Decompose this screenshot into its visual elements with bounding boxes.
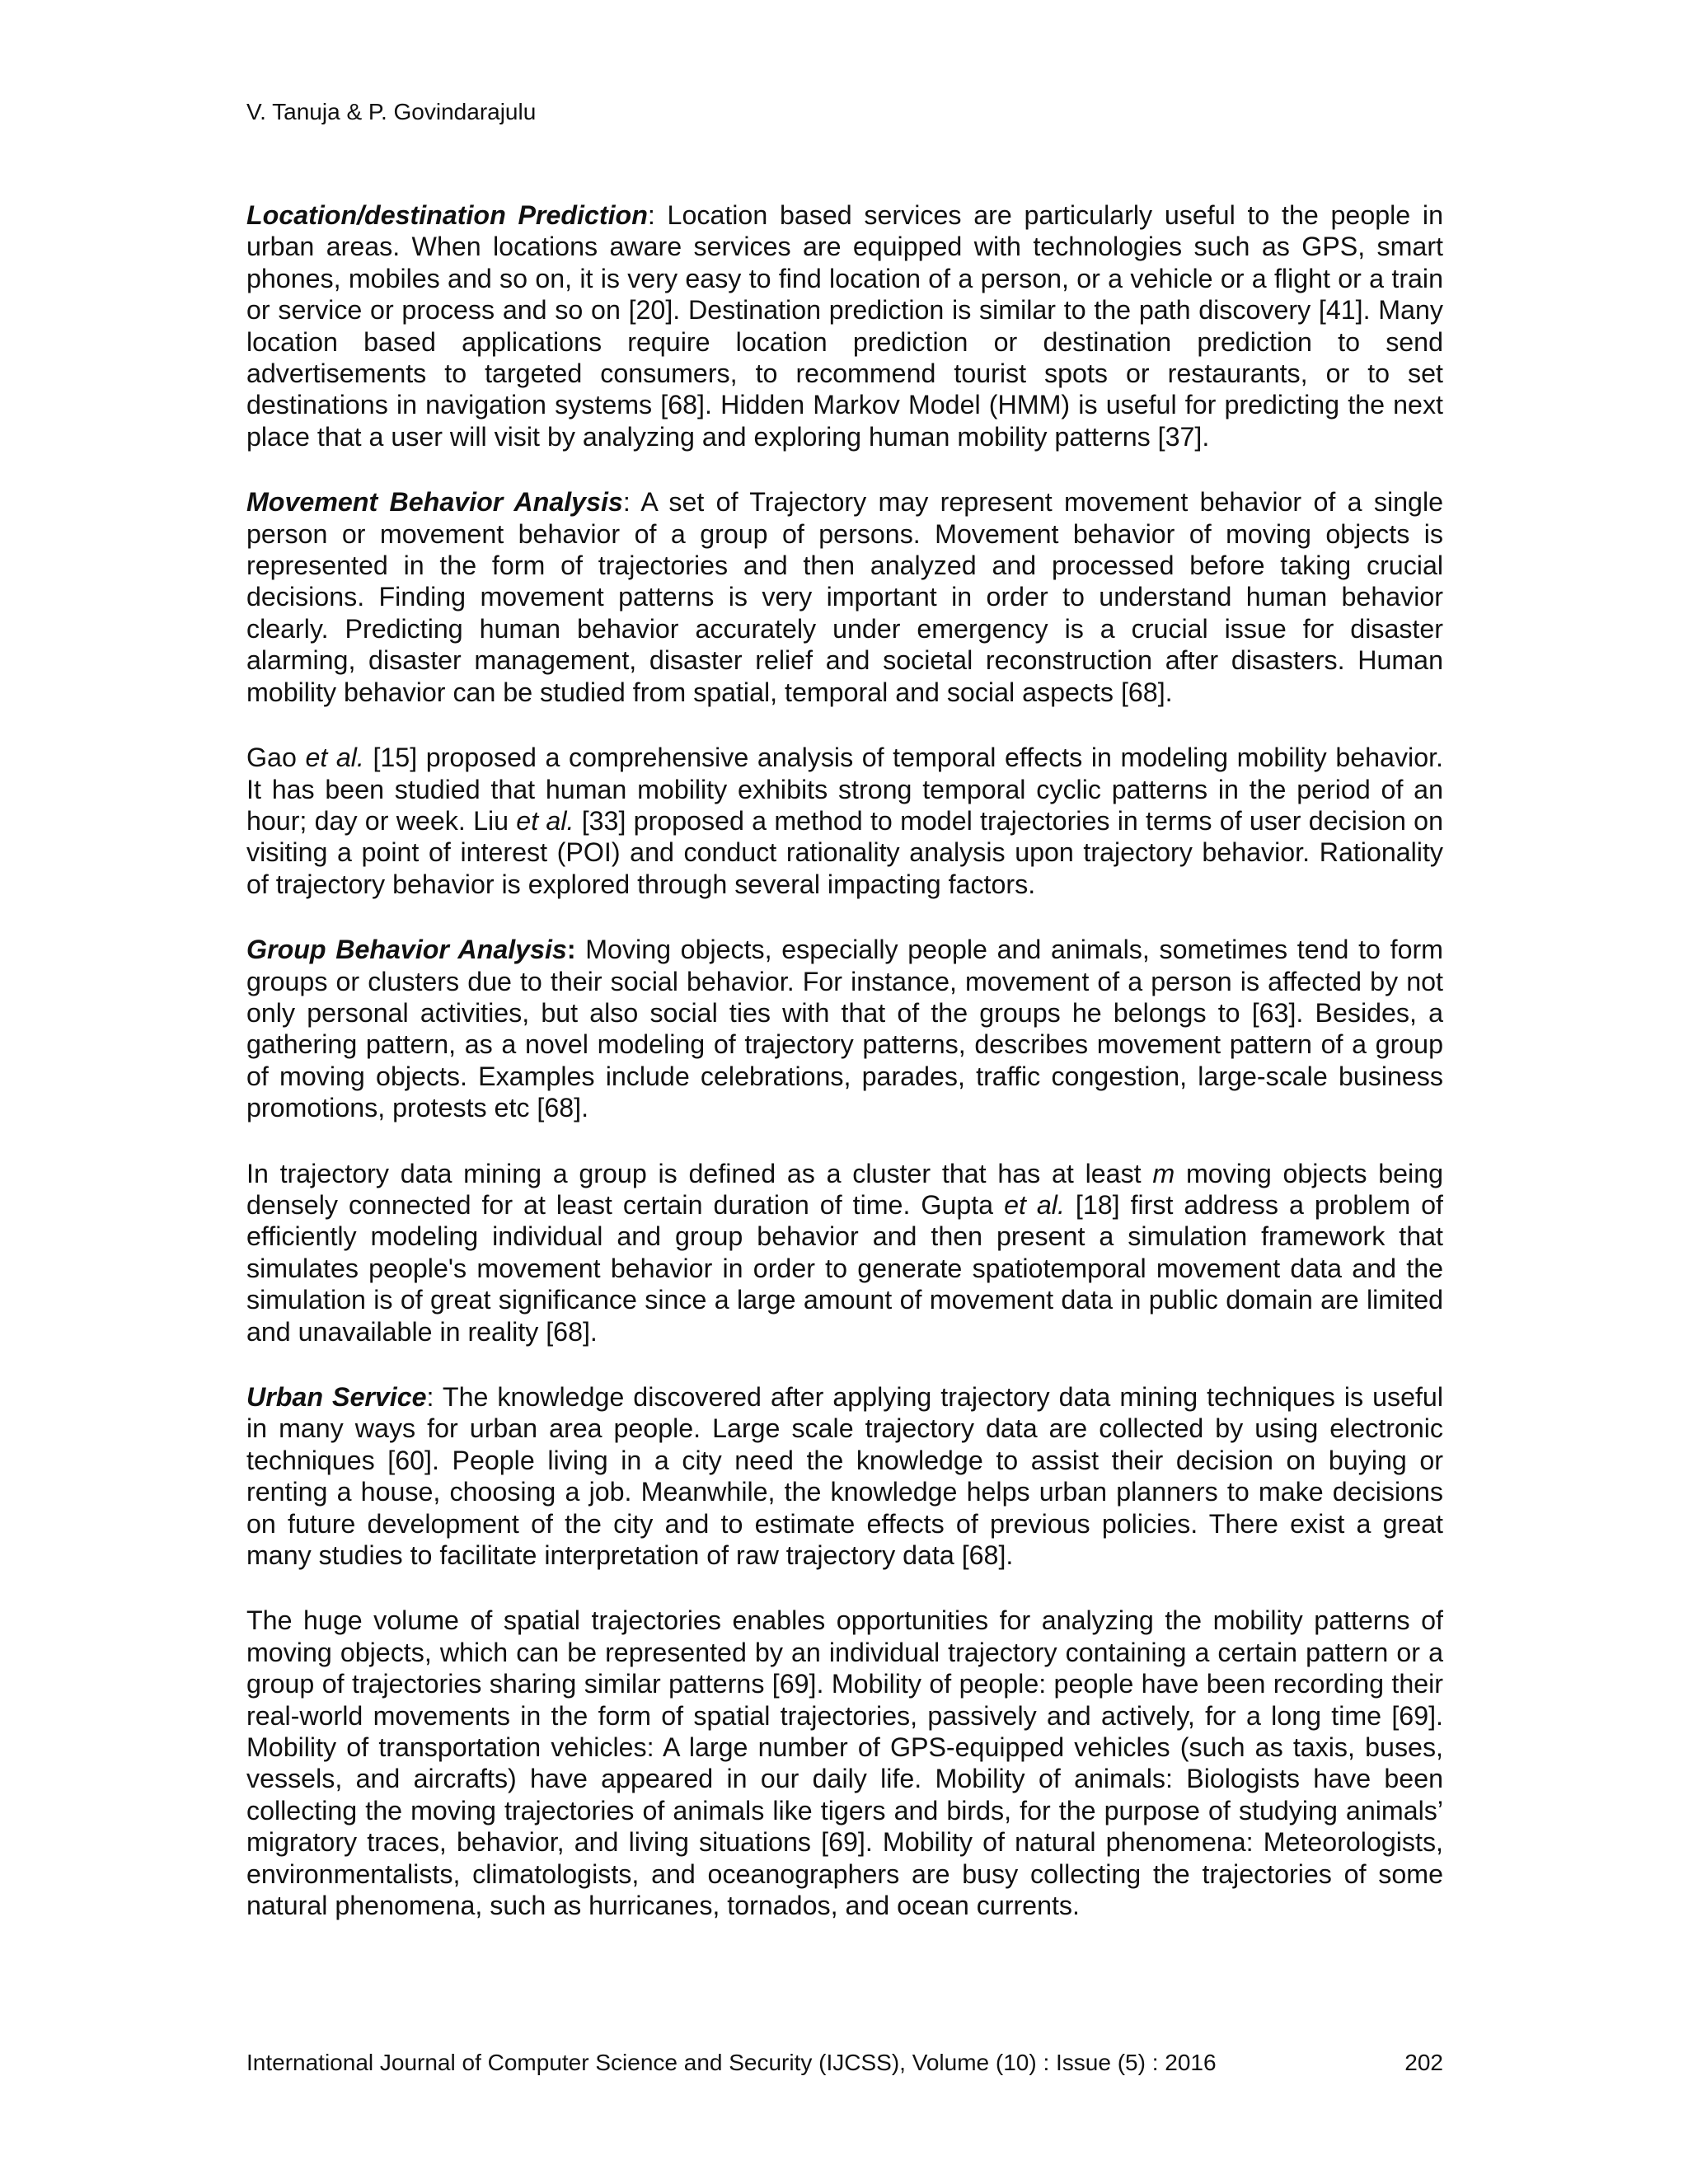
paragraph-heading: Group Behavior Analysis	[246, 935, 567, 965]
paragraph-spatial-trajectories	[246, 1605, 1443, 1921]
citation-et-al: et al.	[516, 805, 574, 836]
paragraph-gao-et-al	[246, 742, 1443, 900]
paragraph-text: In trajectory data mining a group is defined as a cluster that has at least	[246, 1158, 1153, 1188]
paragraph-text: Moving objects, especially people and animals, sometimes tend to form groups or clusters due to their social behavior. For instance, movement of a person is affected by not only personal activities, but also social ties with that of the groups he belongs to [63]. Besides, a gathering pattern, as a novel modeling of trajectory patterns, describes movement pattern of a group of moving objects. Examples include celebrations, parades, traffic congestion, large-scale business promotions, protests etc [68].	[246, 935, 1443, 1123]
paragraph-heading: Urban Service	[246, 1382, 427, 1412]
paragraph-text: [15] proposed a comprehensive analysis of temporal effects in modeling mobility behavior. It has been studied that human mobility exhibits strong temporal cyclic patterns in the period of an hour; day or week. Liu	[246, 743, 1443, 836]
paragraph-heading: Movement Behavior Analysis	[246, 487, 623, 518]
variable-m: m	[1152, 1158, 1175, 1188]
citation-et-al: et al.	[1004, 1189, 1065, 1220]
paragraph-text: : The knowledge discovered after applying trajectory data mining techniques is useful in many ways for urban area people. Large scale trajectory data are collected by using electronic techniques [60]. People living in a city need the knowledge to assist their decision on buying or renting a house, choosing a job. Meanwhile, the knowledge helps urban planners to make decisions on future development of the city and to estimate effects of previous policies. There exist a great many studies to facilitate interpretation of raw trajectory data [68].	[246, 1382, 1443, 1571]
paragraph-text: : Location based services are particularly useful to the people in urban areas. When locations aware services are equipped with technologies such as GPS, smart phones, mobiles and so on, it is very easy to find location of a person, or a vehicle or a flight or a train or service or process and so on [20]. Destination prediction is similar to the path discovery [41]. Many location based applications require location prediction or destination prediction to send advertisements to targeted consumers, to recommend tourist spots or restaurants, or to set destinations in navigation systems [68]. Hidden Markov Model (HMM) is useful for predicting the next place that a user will visit by analyzing and exploring human mobility patterns [37].	[246, 200, 1443, 452]
heading-colon: :	[566, 935, 576, 965]
paragraph-text: moving objects being densely connected for at least certain duration of time. Gupta	[246, 1158, 1443, 1220]
running-header-authors: V. Tanuja & P. Govindarajulu	[246, 99, 537, 124]
paragraph-text: Gao	[246, 743, 306, 773]
paragraph-group-behavior-analysis	[246, 934, 1443, 1123]
citation-et-al: et al.	[305, 743, 364, 773]
paragraph-text: [33] proposed a method to model trajectories in terms of user decision on visiting a point of interest (POI) and conduct rationality analysis upon trajectory behavior. Rationality of trajectory behavior is explored through several impacting factors.	[246, 805, 1443, 899]
paragraph-urban-service	[246, 1381, 1443, 1571]
paragraph-heading: Location/destination Prediction	[246, 200, 648, 230]
footer-page-number: 202	[1404, 2050, 1443, 2075]
paragraph-movement-behavior-analysis	[246, 486, 1443, 708]
paragraph-group-definition	[246, 1158, 1443, 1347]
paragraph-text: : A set of Trajectory may represent movement behavior of a single person or movement behavior of a group of persons. Movement behavior of moving objects is represented in the form of trajectories and then analyzed and processed before taking crucial decisions. Finding movement patterns is very important in order to understand human behavior clearly. Predicting human behavior accurately under emergency is a crucial issue for disaster alarming, disaster management, disaster relief and societal reconstruction after disasters. Human mobility behavior can be studied from spatial, temporal and social aspects [68].	[246, 487, 1443, 707]
paragraph-text: The huge volume of spatial trajectories enables opportunities for analyzing the mobility patterns of moving objects, which can be represented by an individual trajectory containing a certain pattern or a group of trajectories sharing similar patterns [69]. Mobility of people: people have been recording their real-world movements in the form of spatial trajectories, passively and actively, for a long time [69]. Mobility of transportation vehicles: A large number of GPS-equipped vehicles (such as taxis, buses, vessels, and aircrafts) have appeared in our daily life. Mobility of animals: Biologists have been collecting the moving trajectories of animals like tigers and birds, for the purpose of studying animals’ migratory traces, behavior, and living situations [69]. Mobility of natural phenomena: Meteorologists, environmentalists, climatologists, and oceanographers are busy collecting the trajectories of some natural phenomena, such as hurricanes, tornados, and ocean currents.	[246, 1605, 1443, 1921]
body-text	[246, 199, 1443, 1956]
paragraph-location-destination-prediction	[246, 199, 1443, 452]
footer-journal-citation: International Journal of Computer Science and Security (IJCSS), Volume (10) : Issue (5) : 2016	[246, 2050, 1217, 2075]
paragraph-text: [18] first address a problem of efficiently modeling individual and group behavior and then present a simulation framework that simulates people's movement behavior in order to generate spatiotemporal movement data and the simulation is of great significance since a large amount of movement data in public domain are limited and unavailable in reality [68].	[246, 1189, 1443, 1347]
